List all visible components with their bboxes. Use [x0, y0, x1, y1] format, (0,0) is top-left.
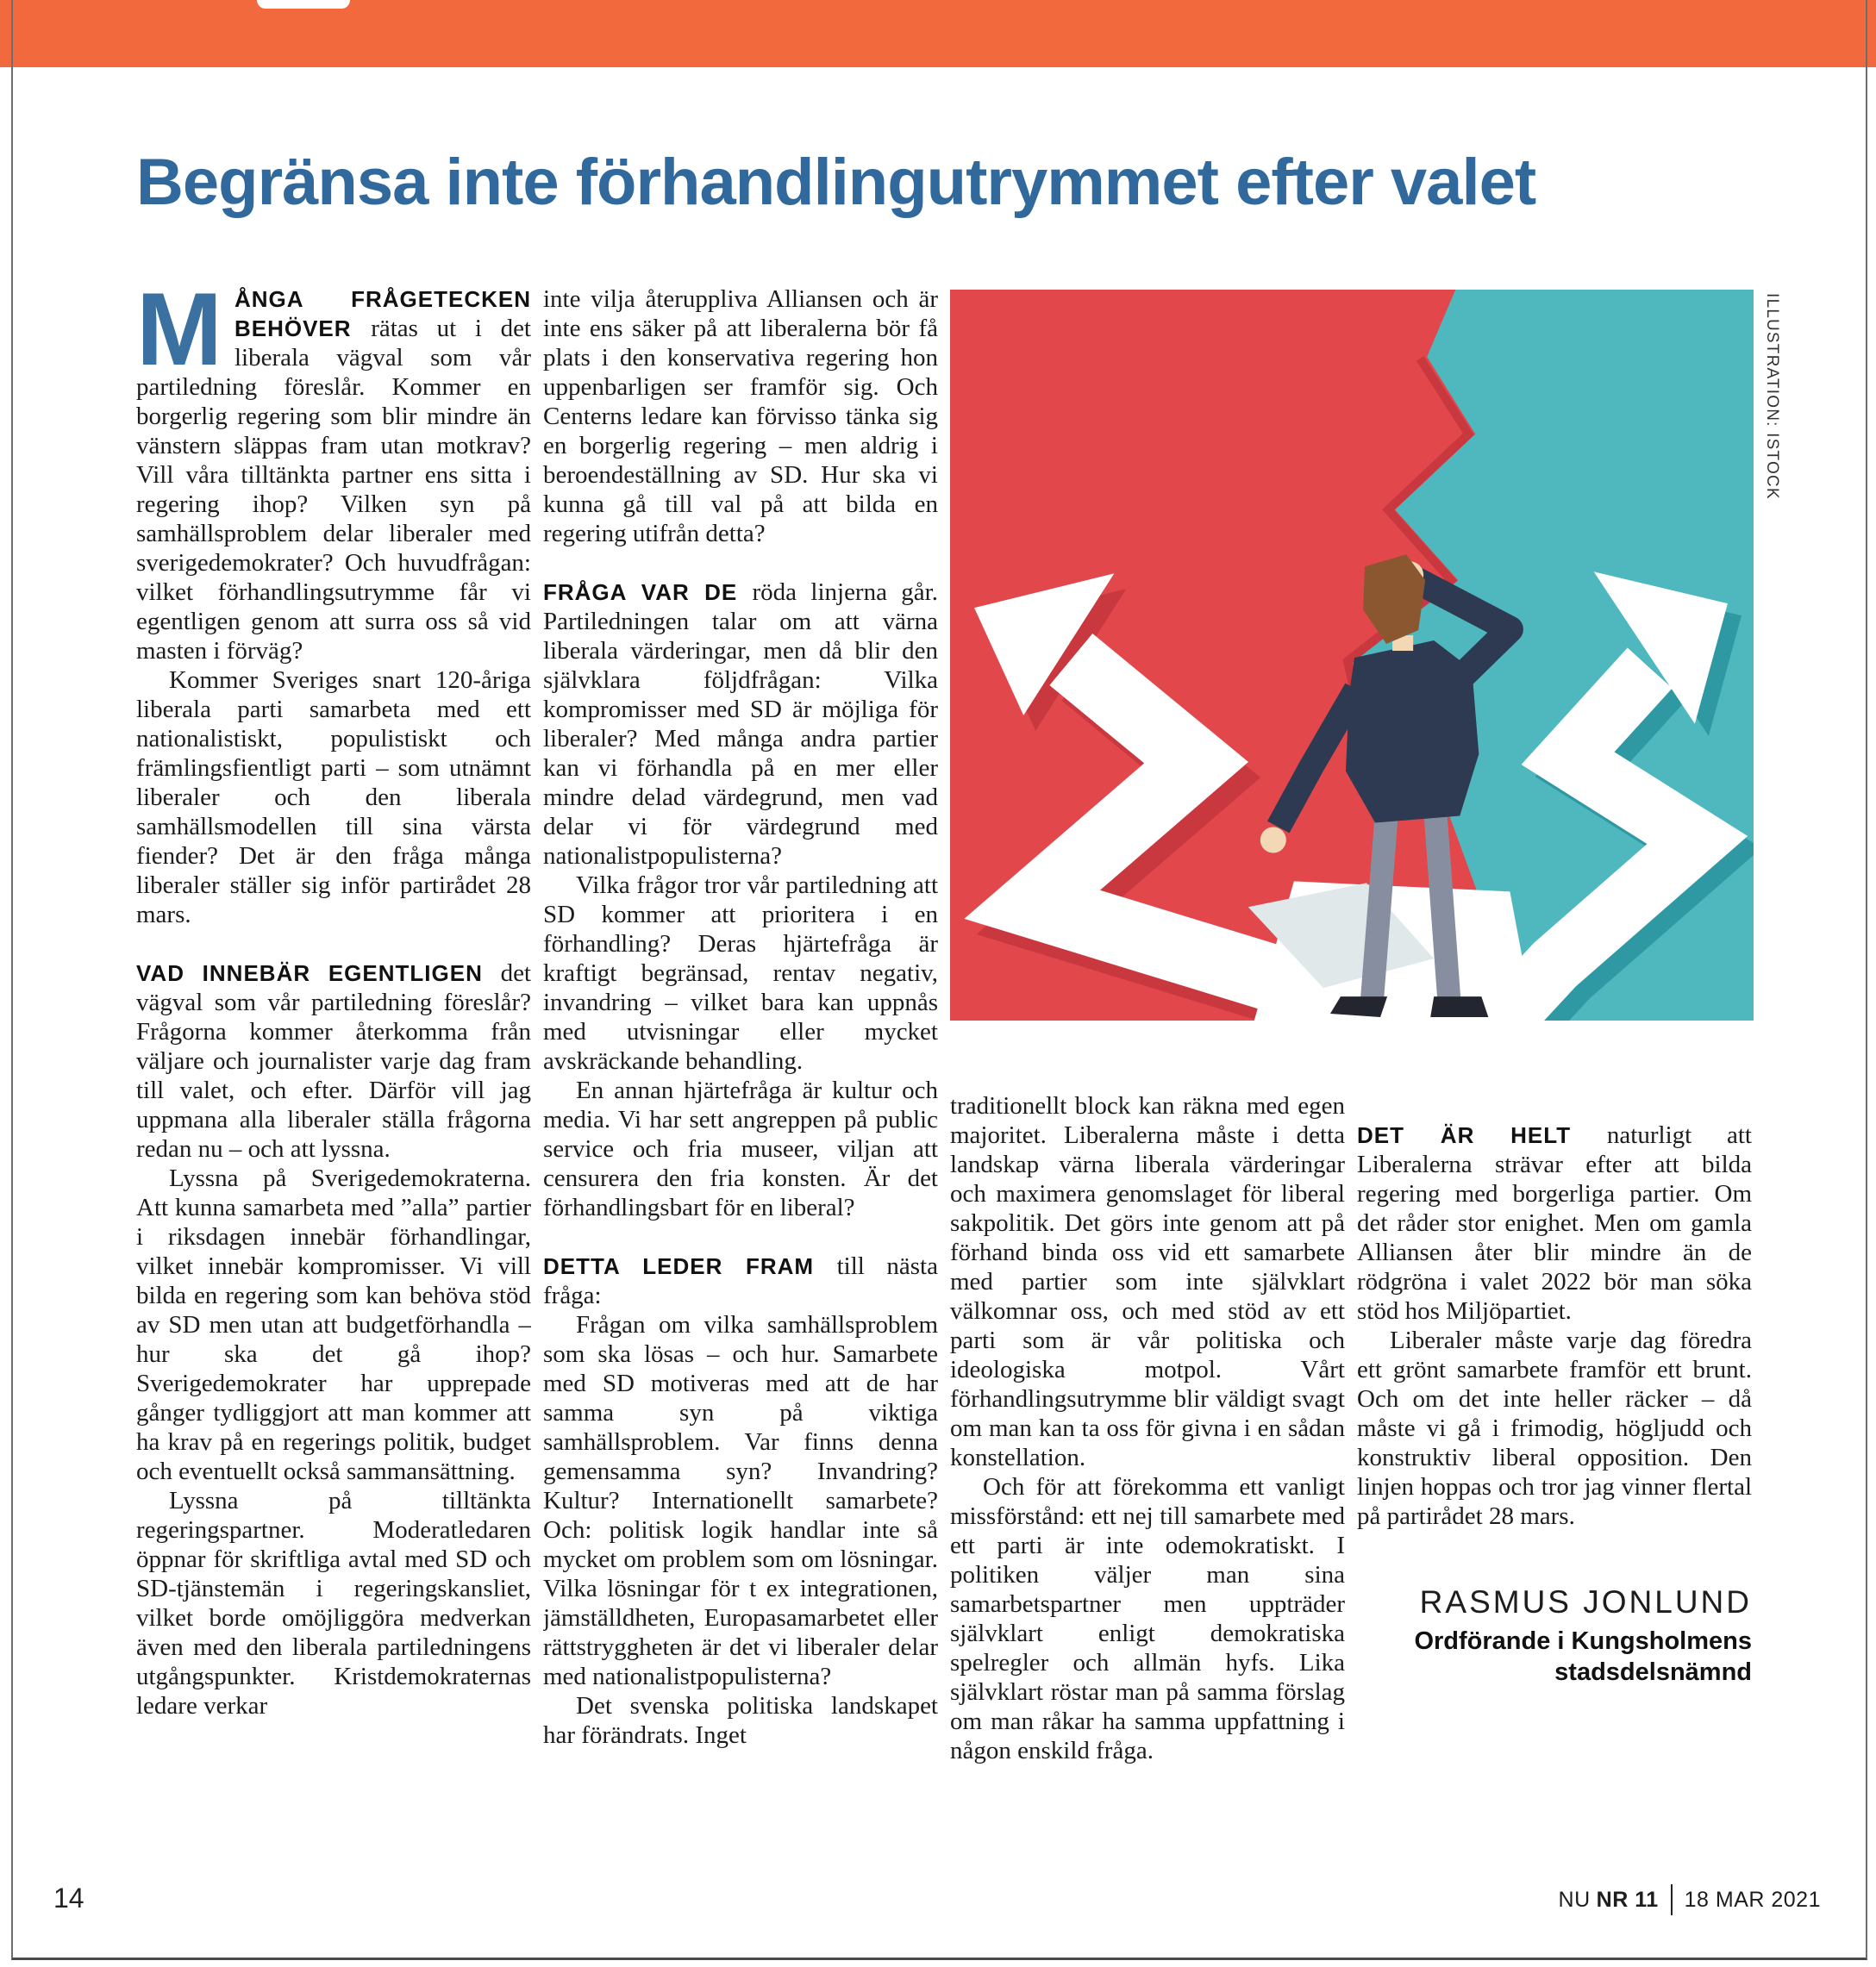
- paragraph: [543, 1691, 938, 1750]
- paragraph: [543, 578, 938, 871]
- paragraph: [543, 1252, 938, 1310]
- man-left-hand: [1260, 827, 1286, 853]
- paragraph: [136, 665, 531, 929]
- article-column-4: [1357, 1091, 1752, 1919]
- paragraph-text: Vilka frågor tror vår partiledning att SD kommer att prioritera i en förhandling? Deras hjärtefråga är kraftigt begränsad, rentav negativ, invandring – vilket bara kan uppnås med utvisningar eller mycket avskräckande behandling.: [543, 871, 938, 1075]
- man-left-shoe: [1330, 996, 1387, 1017]
- man-right-shoe: [1430, 996, 1488, 1017]
- footer-separator: [1671, 1884, 1673, 1915]
- paragraph-text: rätas ut i det liberala vägval som vår partiledning föreslår. Kommer en borgerlig regering som blir mindre än vänstern släppas fram utan motkrav? Vill våra tilltänkta partner ens sitta i regering ihop? Vilken syn på samhällsproblem delar liberaler med sverigedemokrater? Och huvudfrågan: vilket förhandlingsutrymme får vi egentligen genom att surra oss så vid masten i förväg?: [136, 315, 531, 665]
- paragraph: [136, 959, 531, 1164]
- issue-number: NR 11: [1596, 1887, 1659, 1912]
- paragraph: [543, 871, 938, 1076]
- paragraph-text: till nästa fråga:: [543, 1252, 938, 1309]
- illustration-credit: ILLUSTRATION: ISTOCK: [1763, 293, 1781, 500]
- dropcap: M: [136, 284, 222, 387]
- paragraph: [136, 1164, 531, 1486]
- man-right-leg: [1435, 816, 1449, 1005]
- paragraph: [543, 1310, 938, 1691]
- magazine-name: NU: [1558, 1887, 1591, 1912]
- footer-issue-info: [1559, 1884, 1821, 1915]
- article-column-3: [950, 1091, 1345, 1919]
- paragraph-text: inte vilja återuppliva Alliansen och är inte ens säker på att liberalerna bör få plats i den konservativa regering hon uppenbarligen ser framför sig. Och Centerns ledare kan förvisso tänka sig en borgerlig regering – men aldrig i beroendeställning av SD. Hur ska vi kunna gå till val på att bilda en regering utifrån detta?: [543, 285, 938, 547]
- paragraph-kicker: DET ÄR HELT: [1357, 1122, 1607, 1148]
- paragraph-text: det vägval som vår partiledning föreslår? Frågorna kommer återkomma från väljare och journalister varje dag fram till valet, och efter. Därför vill jag uppmana alla liberaler ställa frågorna redan nu – och att lyssna.: [136, 959, 531, 1163]
- page-title: Begränsa inte förhandlingutrymmet efter valet: [136, 145, 1536, 219]
- paragraph-text: naturligt att Liberalerna strävar efter att bilda regering med borgerliga partier. Om det råder stor enighet. Men om gamla Alliansen åter blir mindre än de rödgröna i valet 2022 bör man söka stöd hos Miljöpartiet.: [1357, 1121, 1752, 1325]
- paragraph: [543, 1076, 938, 1222]
- paragraph: [1357, 1326, 1752, 1531]
- author-role: Ordförande i Kungsholmens stadsdelsnämnd: [1414, 1627, 1752, 1686]
- paragraph-text: Liberaler måste varje dag föredra ett grönt samarbete framför ett brunt. Och om det inte heller räcker – då måste vi gå i frimodig, högljudd och konstruktiv liberal opposition. Den linjen hoppas och tror jag vinner flertal på partirådet 28 mars.: [1357, 1327, 1752, 1530]
- paragraph-text: Kommer Sveriges snart 120-åriga liberala parti samarbeta med ett nationalistiskt, populistiskt och främlingsfientligt parti – som utnämnt liberaler och den liberala samhällsmodellen till sina värsta fiender? Det är den fråga många liberaler ställer sig inför partirådet 28 mars.: [136, 666, 531, 928]
- paragraph-text: Och för att förekomma ett vanligt missförstånd: ett nej till samarbete med ett parti är inte odemokratiskt. I politiken väljer man sina samarbetspartner men uppträder självklart enligt demokratiska spelregler och allmän hyfs. Lika självklart röstar man på samma förslag om man råkar ha samma uppfattning i någon enskild fråga.: [950, 1473, 1345, 1764]
- topbar-notch: [257, 0, 350, 9]
- paragraph: [543, 284, 938, 548]
- paragraph-text: Det svenska politiska landskapet har förändrats. Inget: [543, 1692, 938, 1749]
- author-name: RASMUS JONLUND: [1419, 1584, 1752, 1620]
- paragraph-text: Lyssna på Sverigedemokraterna. Att kunna samarbeta med ”alla” partier i riksdagen innebär förhandlingar, vilket innebär kompromisser. Vi vill bilda en regering som kan behöva stöd av SD men utan att budgetförhandla – hur ska det gå ihop? Sverigedemokrater har upprepade gånger tydliggjort att man kommer att ha krav på en regerings politik, budget och eventuellt också sammansättning.: [136, 1165, 531, 1485]
- page-number: 14: [53, 1883, 84, 1914]
- byline: [1357, 1583, 1752, 1688]
- paragraph-text: Frågan om vilka samhällsproblem som ska lösas – och hur. Samarbete med SD motiveras med att de har samma syn på viktiga samhällsproblem. Var finns denna gemensamma syn? Invandring? Kultur? Internationellt samarbete? Och: politisk logik handlar inte så mycket om problem som om lösningar. Vilka lösningar för t ex integrationen, jämställdheten, Europasamarbetet eller rättstryggheten är det vi liberaler delar med nationalistpopulisterna?: [543, 1311, 938, 1690]
- paragraph-text: Lyssna på tilltänkta regeringspartner. Moderatledaren öppnar för skriftliga avtal med SD och SD-tjänstemän i regeringskansliet, vilket borde omöjliggöra medverkan även med den liberala partiledningens utgångspunkter. Kristdemokraternas ledare verkar: [136, 1487, 531, 1720]
- paragraph: [136, 284, 531, 665]
- man-left-leg: [1372, 816, 1386, 1005]
- paragraph: [1357, 1121, 1752, 1326]
- paragraph-kicker: DETTA LEDER FRAM: [543, 1253, 837, 1279]
- top-orange-bar: [0, 0, 1876, 67]
- crossroads-illustration: [950, 290, 1754, 1021]
- paragraph-text: röda linjerna går. Partiledningen talar om att värna liberala värderingar, men då blir den självklara följdfrågan: Vilka kompromisser med SD är möjliga för liberaler? Med många andra partier kan vi förhandla på en mer eller mindre delad värdegrund, men vad delar vi för värdegrund med nationalistpopulisterna?: [543, 578, 938, 870]
- paragraph-kicker: VAD INNEBÄR EGENTLIGEN: [136, 960, 501, 986]
- article-column-1: [136, 284, 531, 1851]
- issue-date: 18 MAR 2021: [1684, 1887, 1821, 1912]
- paragraph: [136, 1486, 531, 1720]
- paragraph-kicker: FRÅGA VAR DE: [543, 579, 753, 605]
- paragraph-text: En annan hjärtefråga är kultur och media. Vi har sett angreppen på public service och fria museer, viljan att censurera den fria konsten. Är det förhandlingsbart för en liberal?: [543, 1077, 938, 1221]
- paragraph: [950, 1472, 1345, 1765]
- paragraph: [950, 1091, 1345, 1472]
- article-column-2: [543, 284, 938, 1851]
- paragraph-kicker: ÅNGA FRÅGETECKEN BEHÖVER: [234, 286, 531, 341]
- paragraph-text: traditionellt block kan räkna med egen majoritet. Liberalerna måste i detta landskap värna liberala värderingar och maximera genomslaget för liberal sakpolitik. Det görs inte genom att på förhand binda oss vid ett samarbete med partier som inte självklart välkomnar oss, och med stöd av ett parti som är vår politiska och ideologiska motpol. Vårt förhandlingsutrymme blir väldigt svagt om man kan ta oss för givna i en sådan konstellation.: [950, 1092, 1345, 1471]
